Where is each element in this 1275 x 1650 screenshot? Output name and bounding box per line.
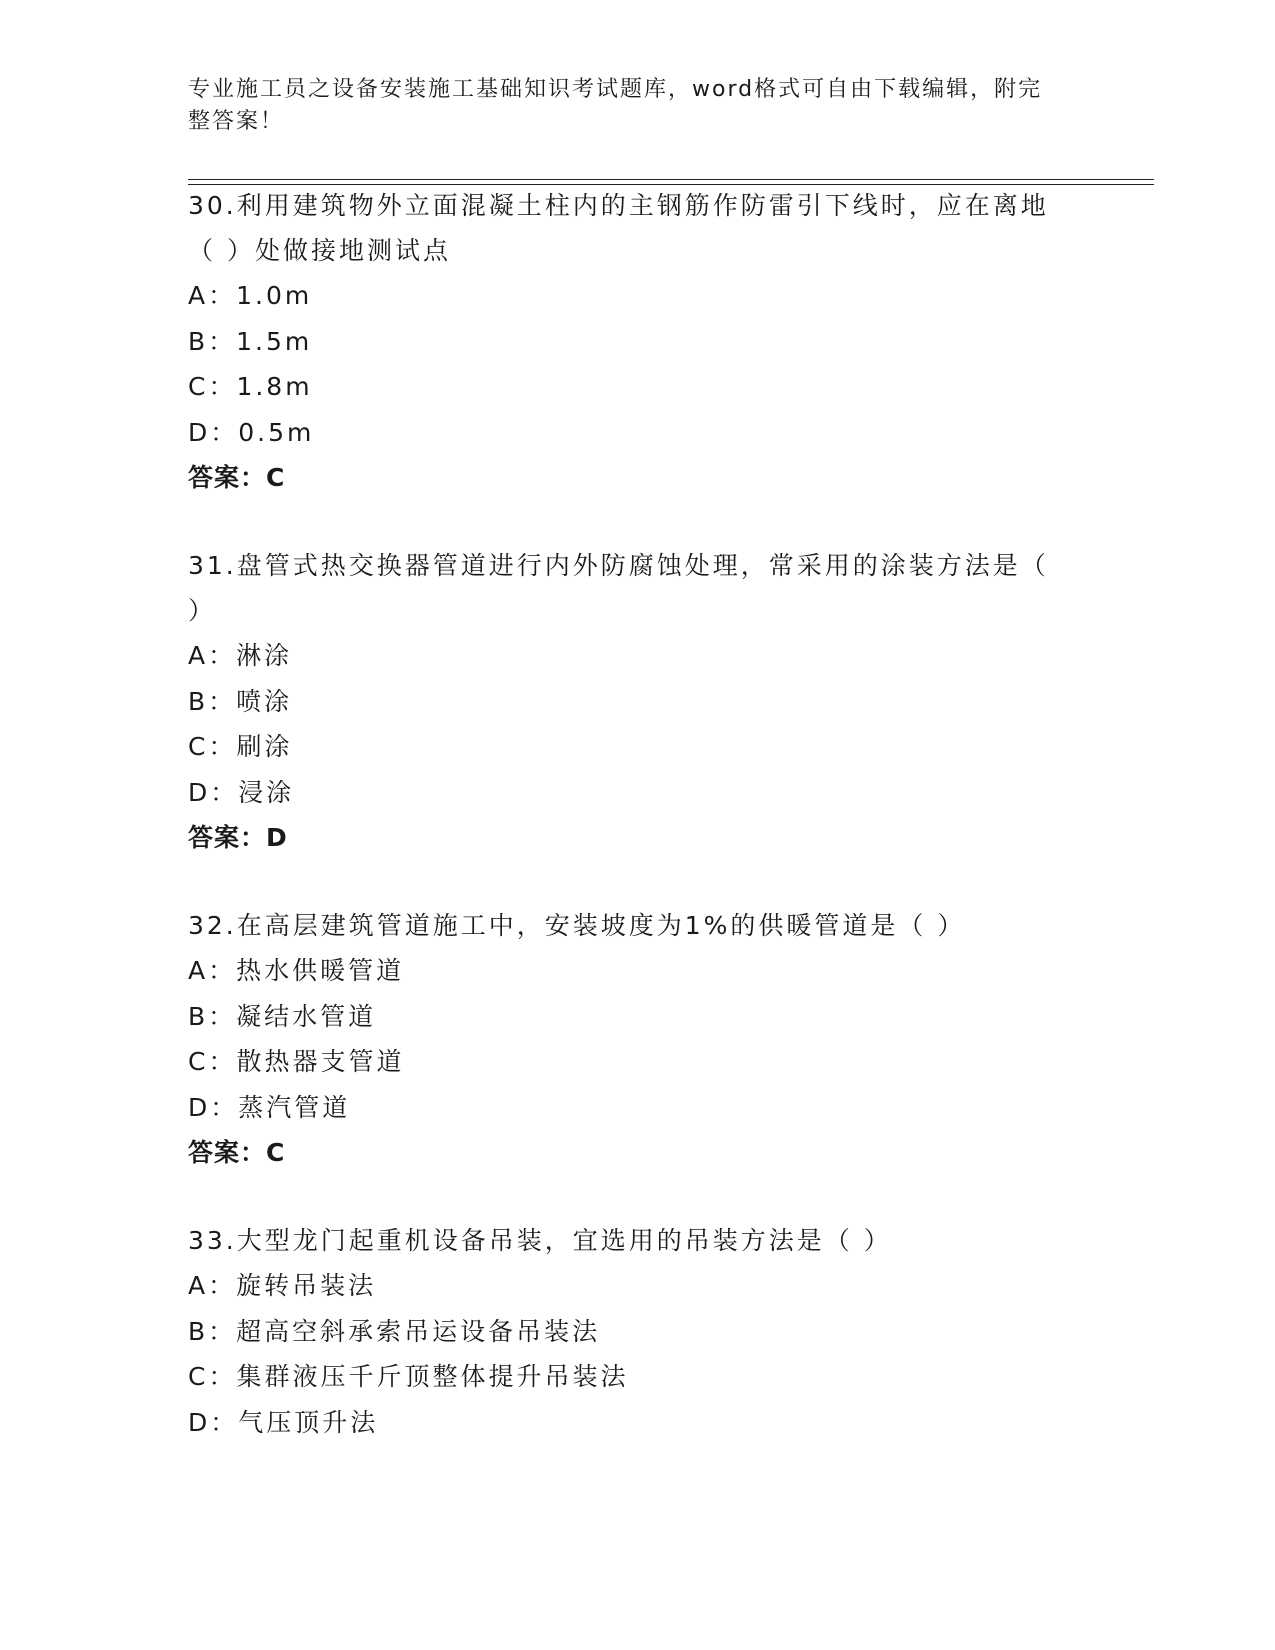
answer: 答案：C <box>188 1138 286 1167</box>
header-line-2: 整答案！ <box>188 109 285 134</box>
question-stem-continued: ） <box>188 596 217 625</box>
question-stem: 30.利用建筑物外立面混凝土柱内的主钢筋作防雷引下线时，应在离地 <box>188 191 1049 220</box>
header-divider-top <box>188 179 1154 180</box>
option-d: D：浸涂 <box>188 777 295 807</box>
option-a: A：1.0m <box>188 281 313 310</box>
option-d: D：气压顶升法 <box>188 1407 379 1437</box>
option-c: C：刷涂 <box>188 732 293 761</box>
question-30 <box>188 183 1088 500</box>
option-c: C：集群液压千斤顶整体提升吊装法 <box>188 1362 629 1391</box>
question-32 <box>188 903 1088 1175</box>
header-line-1: 专业施工员之设备安装施工基础知识考试题库，word格式可自由下载编辑，附完 <box>188 77 1043 102</box>
option-a: A：热水供暖管道 <box>188 956 405 985</box>
question-stem: 32.在高层建筑管道施工中，安装坡度为1%的供暖管道是（ ） <box>188 911 966 940</box>
question-stem-continued: （ ）处做接地测试点 <box>188 236 451 265</box>
page-header <box>188 74 1068 138</box>
option-c: C：散热器支管道 <box>188 1047 405 1076</box>
question-stem: 31.盘管式热交换器管道进行内外防腐蚀处理，常采用的涂装方法是（ <box>188 551 1049 580</box>
question-33 <box>188 1218 1088 1445</box>
option-d: D：0.5m <box>188 417 315 447</box>
option-b: B：1.5m <box>188 326 313 356</box>
answer: 答案：D <box>188 823 288 852</box>
option-b: B：超高空斜承索吊运设备吊装法 <box>188 1316 601 1346</box>
option-a: A：旋转吊装法 <box>188 1271 377 1300</box>
question-31 <box>188 543 1088 860</box>
answer: 答案：C <box>188 463 286 492</box>
option-d: D：蒸汽管道 <box>188 1092 351 1122</box>
question-stem: 33.大型龙门起重机设备吊装，宜选用的吊装方法是（ ） <box>188 1226 892 1255</box>
option-b: B：喷涂 <box>188 686 293 716</box>
option-c: C：1.8m <box>188 372 313 401</box>
option-b: B：凝结水管道 <box>188 1001 377 1031</box>
option-a: A：淋涂 <box>188 641 293 670</box>
